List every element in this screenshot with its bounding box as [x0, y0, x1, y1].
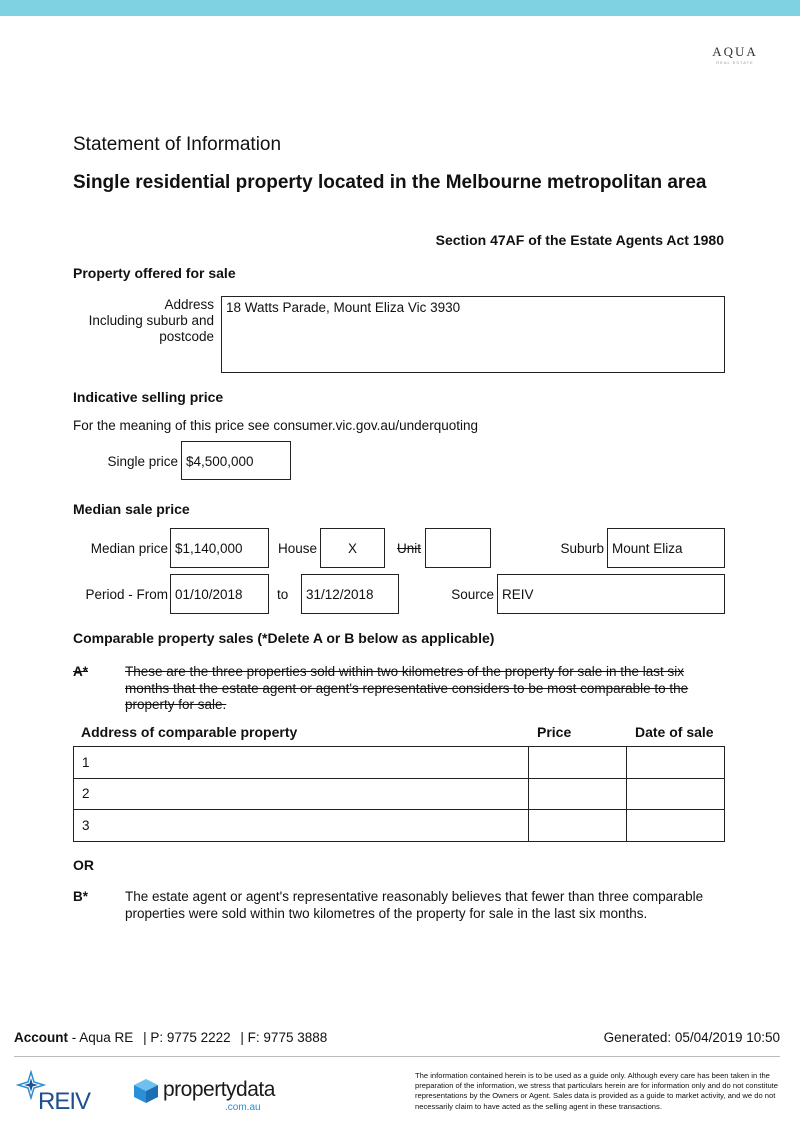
row-date-cell[interactable]	[627, 747, 725, 779]
row-price-cell[interactable]	[529, 747, 627, 779]
propertydata-cube-icon	[133, 1078, 159, 1104]
row-address-cell[interactable]: 2	[74, 778, 529, 810]
table-row	[74, 778, 725, 810]
row-price-cell[interactable]	[529, 810, 627, 842]
or-label: OR	[73, 857, 94, 873]
act-reference: Section 47AF of the Estate Agents Act 1980	[435, 232, 724, 248]
median-price-label: Median price	[90, 541, 168, 556]
single-price-field[interactable]: $4,500,000	[181, 441, 291, 480]
table-row	[74, 810, 725, 842]
generated-timestamp: Generated: 05/04/2019 10:50	[603, 1030, 780, 1045]
row-address-cell[interactable]: 3	[74, 810, 529, 842]
address-label: Address Including suburb and postcode	[88, 297, 214, 344]
house-label: House	[278, 541, 318, 556]
row-date-cell[interactable]	[627, 778, 725, 810]
period-to-label: to	[277, 587, 289, 602]
aqua-logo	[705, 44, 765, 65]
col-address-header: Address of comparable property	[81, 724, 298, 740]
footer-divider	[14, 1056, 780, 1057]
page-subtitle: Single residential property located in the Melbourne metropolitan area	[73, 172, 707, 193]
account-fax: | F: 9775 3888	[240, 1030, 328, 1045]
reiv-logo	[16, 1070, 96, 1116]
row-address-cell[interactable]: 1	[74, 747, 529, 779]
unit-label: Unit	[397, 541, 422, 556]
property-heading: Property offered for sale	[73, 265, 236, 281]
account-name: - Aqua RE	[68, 1030, 134, 1045]
single-price-label: Single price	[107, 454, 178, 469]
suburb-label: Suburb	[560, 541, 604, 556]
house-field[interactable]: X	[320, 528, 385, 568]
account-phone: | P: 9775 2222	[143, 1030, 231, 1045]
col-date-header: Date of sale	[635, 724, 714, 740]
indicative-note: For the meaning of this price see consumer.vic.gov.au/underquoting	[73, 418, 478, 433]
aqua-logo-sub: REAL ESTATE	[716, 60, 754, 65]
account-label: Account	[14, 1030, 68, 1045]
propertydata-logo	[133, 1076, 293, 1120]
option-a-text: These are the three properties sold within two kilometres of the property for sale in the last six months that the estate agent or agent's representative considers to be most comparable to the property for sale.	[125, 664, 689, 712]
unit-field[interactable]	[425, 528, 491, 568]
address-field[interactable]: 18 Watts Parade, Mount Eliza Vic 3930	[221, 296, 725, 373]
suburb-field[interactable]: Mount Eliza	[607, 528, 725, 568]
row-date-cell[interactable]	[627, 810, 725, 842]
top-color-bar	[0, 0, 800, 16]
median-price-field[interactable]: $1,140,000	[170, 528, 269, 568]
account-info	[14, 1030, 327, 1045]
period-from-field[interactable]: 01/10/2018	[170, 574, 269, 614]
comparable-heading: Comparable property sales (*Delete A or B below as applicable)	[73, 630, 495, 646]
source-field[interactable]: REIV	[497, 574, 725, 614]
period-to-field[interactable]: 31/12/2018	[301, 574, 399, 614]
page-title: Statement of Information	[73, 134, 282, 155]
comparable-table	[73, 746, 725, 842]
source-label: Source	[451, 587, 494, 602]
propertydata-logo-text: propertydata	[163, 1078, 275, 1101]
period-from-label: Period - From	[85, 587, 168, 602]
propertydata-logo-sub: .com.au	[225, 1102, 261, 1113]
aqua-logo-word: AQUA	[712, 44, 758, 59]
indicative-heading: Indicative selling price	[73, 389, 224, 405]
col-price-header: Price	[537, 724, 572, 740]
reiv-logo-text: REIV	[38, 1088, 91, 1115]
table-row	[74, 747, 725, 779]
row-price-cell[interactable]	[529, 778, 627, 810]
median-heading: Median sale price	[73, 501, 190, 517]
disclaimer-text: The information contained herein is to be used as a guide only. Although every care has been taken in the preparation of the information, we stress that particulars herein are for information only and do not constitute representations by the Owners or Agent. Sales data is provided as a guide to market activity, and we do not necessarily claim to have acted as the selling agent in these transactions.	[415, 1071, 779, 1111]
option-b-text: The estate agent or agent's representative reasonably believes that fewer than three comparable properties were sold within two kilometres of the property for sale in the last six months.	[125, 889, 704, 921]
option-a-marker: A*	[73, 664, 89, 679]
option-b-marker: B*	[73, 889, 89, 904]
